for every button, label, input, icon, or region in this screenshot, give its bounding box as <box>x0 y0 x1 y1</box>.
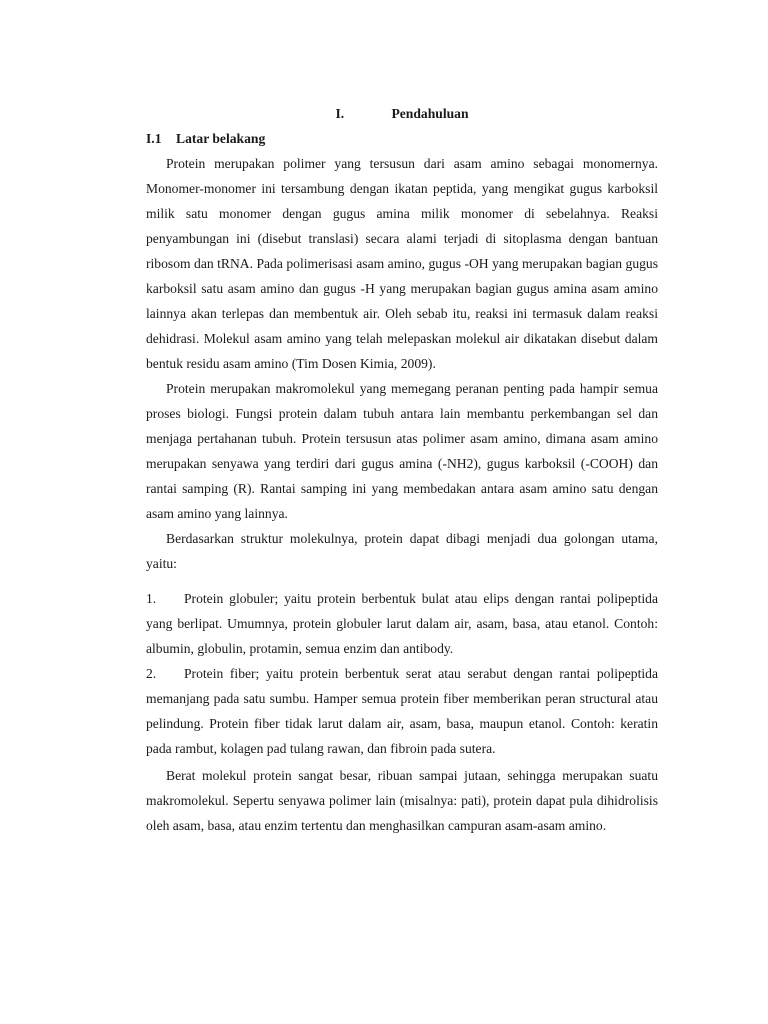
closing-paragraph: Berat molekul protein sangat besar, ribuan sampai jutaan, sehingga merupakan suatu makromolekul. Sepertu senyawa polimer lain (misalnya: pati), protein dapat pula dihidrolisis oleh asam, basa, atau enzim tertentu dan menghasilkan campuran asam-asam amino. <box>146 768 658 833</box>
paragraph-2: Protein merupakan makromolekul yang memegang peranan penting pada hampir semua proses biologi. Fungsi protein dalam tubuh antara lain membantu perkembangan sel dan menjaga pertahanan tubuh. Protein tersusun atas polimer asam amino, dimana asam amino merupakan senyawa yang terdiri dari gugus amina (-NH2), gugus karboksil (-COOH) dan rantai samping (R). Rantai samping ini yang membedakan antara asam amino satu dengan asam amino yang lainnya. <box>146 381 658 521</box>
list-item-number: 2. <box>146 666 157 681</box>
paragraph-1: Protein merupakan polimer yang tersusun dari asam amino sebagai monomernya. Monomer-monomer ini tersambung dengan ikatan peptida, yang mengikat gugus karboksil milik satu monomer dengan gugus amina milik monomer di sebelahnya. Reaksi penyambungan ini (disebut translasi) secara alami terjadi di sitoplasma dengan bantuan ribosom dan tRNA. Pada polimerisasi asam amino, gugus -OH yang merupakan bagian gugus karboksil satu asam amino dan gugus -H yang merupakan bagian gugus amina asam amino lainnya akan terlepas dan membentuk air. Oleh sebab itu, reaksi ini termasuk dalam reaksi dehidrasi. Molekul asam amino yang telah melepaskan molekul air dikatakan disebut dalam bentuk residu asam amino (Tim Dosen Kimia, 2009). <box>146 156 658 371</box>
document-page <box>146 101 658 838</box>
section-number: I.1 <box>146 131 162 146</box>
chapter-title: Pendahuluan <box>391 106 469 121</box>
section-title: Latar belakang <box>176 131 266 146</box>
list-item-text: Protein fiber; yaitu protein berbentuk serat atau serabut dengan rantai polipeptida memanjang pada satu sumbu. Hamper semua protein fiber memberikan peran structural atau pelindung. Protein fiber tidak larut dalam air, asam, basa, maupun etanol. Contoh: keratin pada rambut, kolagen pad tulang rawan, dan fibroin pada sutera. <box>146 666 658 756</box>
list-item <box>146 661 658 761</box>
chapter-heading <box>146 101 658 126</box>
list-item <box>146 586 658 661</box>
protein-types-list <box>146 586 658 761</box>
list-item-number: 1. <box>146 591 157 606</box>
list-item-text: Protein globuler; yaitu protein berbentuk bulat atau elips dengan rantai polipeptida yang berlipat. Umumnya, protein globuler larut dalam air, asam, basa, atau etanol. Contoh: albumin, globulin, protamin, semua enzim dan antibody. <box>146 591 658 656</box>
chapter-number: I. <box>335 106 345 121</box>
section-heading <box>146 126 658 151</box>
paragraph-3: Berdasarkan struktur molekulnya, protein dapat dibagi menjadi dua golongan utama, yaitu: <box>146 531 658 571</box>
